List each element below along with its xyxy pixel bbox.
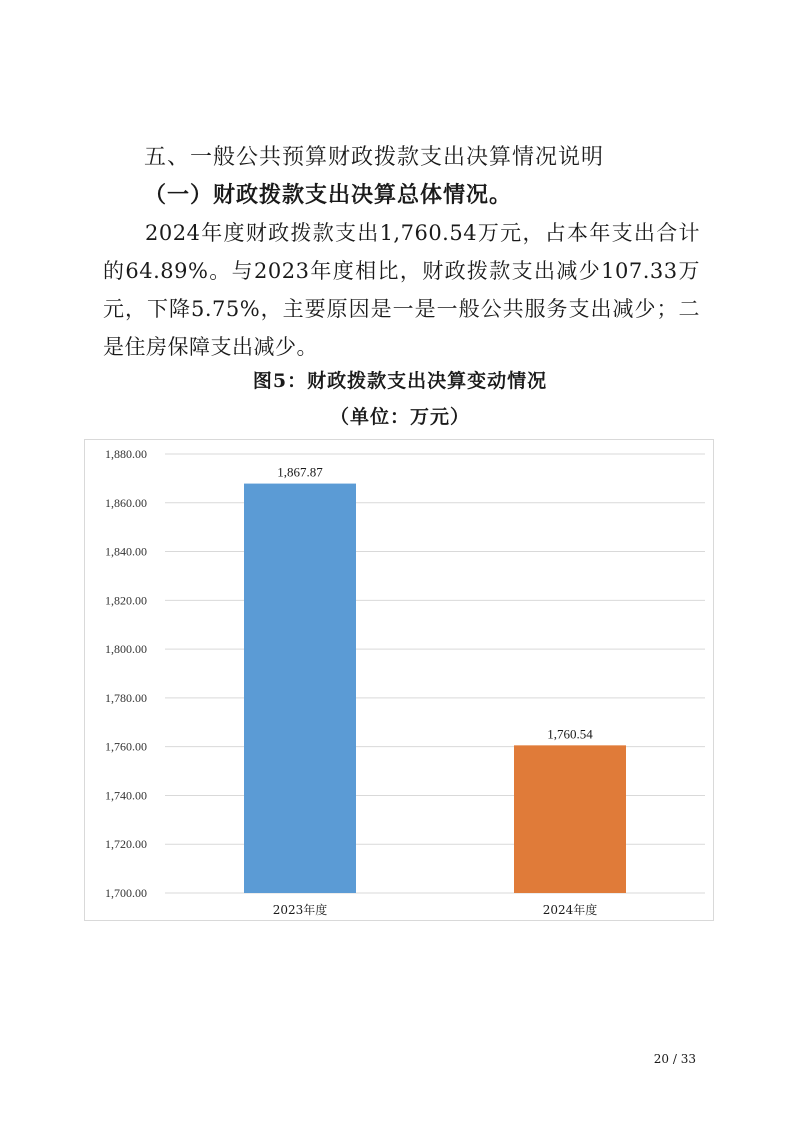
subsection-heading: （一）财政拨款支出决算总体情况。: [144, 182, 513, 208]
y-tick-label: 1,720.00: [105, 837, 147, 852]
bar: [514, 745, 626, 893]
body-paragraph: 2024年度财政拨款支出1,760.54万元，占本年支出合计的64.89%。与2023年度相比，财政拨款支出减少107.33万元，下降5.75%，主要原因是一是一般公共服务支出减少；二是住房保障支出减少。: [103, 221, 700, 359]
bar-chart-svg: [85, 440, 715, 922]
data-label: 1,760.54: [547, 726, 593, 742]
figure-unit: （单位：万元）: [329, 406, 470, 428]
data-label: 1,867.87: [277, 464, 323, 480]
y-tick-label: 1,780.00: [105, 690, 147, 705]
y-tick-label: 1,840.00: [105, 544, 147, 559]
bar-chart: [84, 439, 714, 921]
x-tick-label: 2023年度: [272, 903, 328, 917]
y-tick-label: 1,740.00: [105, 788, 147, 803]
y-tick-label: 1,860.00: [105, 495, 147, 510]
y-tick-label: 1,800.00: [105, 642, 147, 657]
section-heading: 五、一般公共预算财政拨款支出决算情况说明: [144, 145, 605, 170]
x-tick-label: 2024年度: [542, 903, 598, 917]
y-tick-label: 1,700.00: [105, 886, 147, 900]
page-number: 20 / 33: [653, 1052, 696, 1066]
figure-title: 图5：财政拨款支出决算变动情况: [252, 370, 548, 392]
y-tick-label: 1,760.00: [105, 739, 147, 754]
y-tick-label: 1,880.00: [105, 447, 147, 461]
bar: [244, 484, 356, 893]
y-tick-label: 1,820.00: [105, 593, 147, 608]
